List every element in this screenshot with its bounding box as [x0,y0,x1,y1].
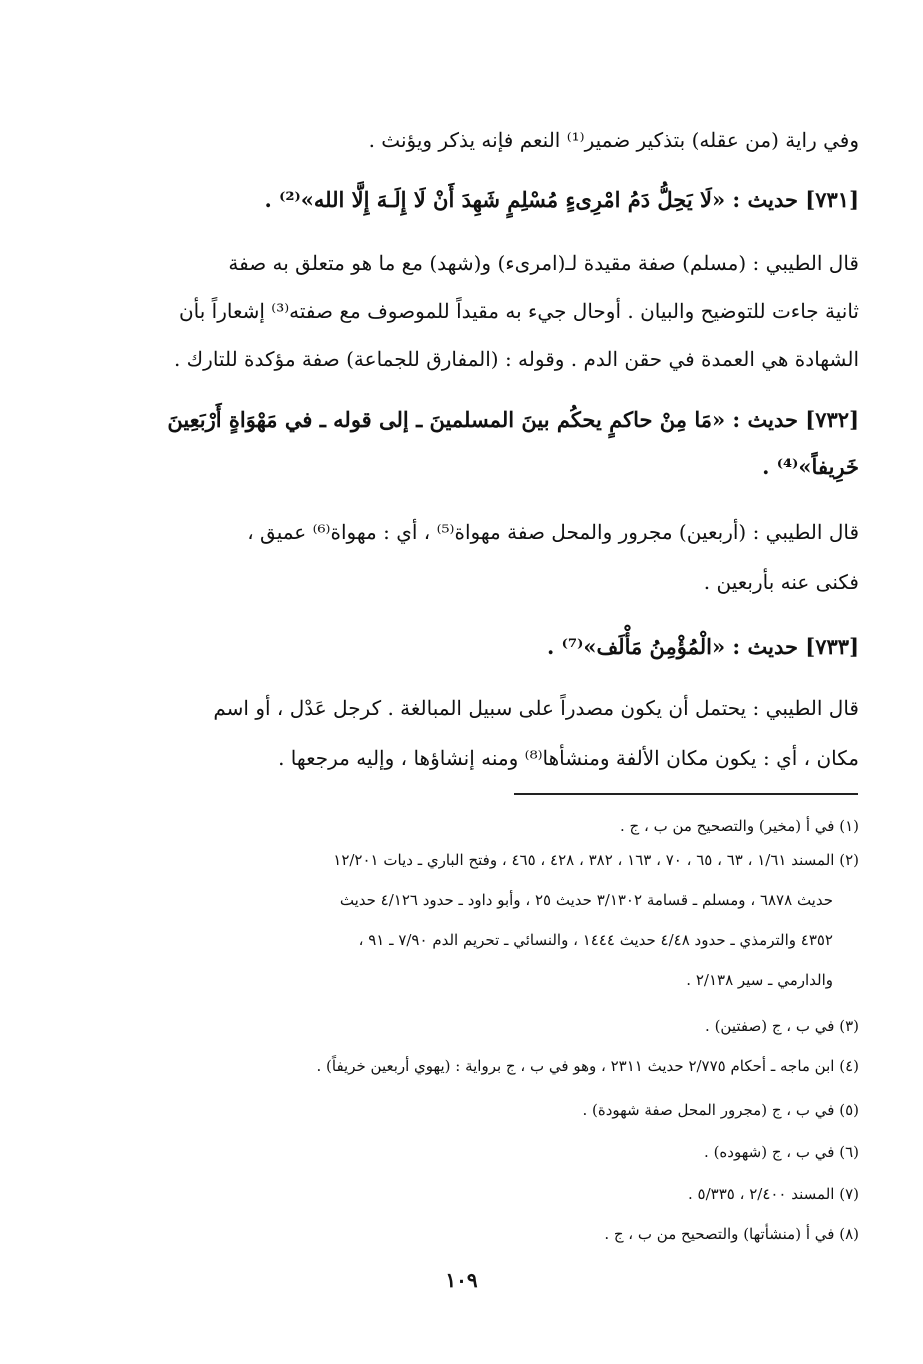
hadith-732-continued: خَرِيفاً»⁽⁴⁾ . [762,454,859,479]
hadith-733: [٧٣٣] حديث : «الْمُؤْمِنُ مَأْلَف»⁽⁷⁾ . [546,634,859,659]
footnote-2: (٢) المسند ١/٦١ ، ٦٣ ، ٦٥ ، ٧٠ ، ١٦٣ ، ٣٨٢ ، ٤٢٨ ، ٤٦٥ ، وفتح الباري ـ ديات ١٢/٢٠١ [333,851,859,869]
footnote-6: (٦) في ب ، ج (شهوده) . [704,1143,859,1161]
body-line-12: مكان ، أي : يكون مكان الألفة ومنشأها⁽⁸⁾ ومنه إنشاؤها ، وإليه مرجعها . [278,746,859,770]
hadith-731: [٧٣١] حديث : «لَا يَحِلُّ دَمُ امْرِىءٍ مُسْلِمٍ شَهِدَ أَنْ لَا إِلَـهَ إِلَّا الله»⁽²⁾ . [264,187,859,212]
body-line-8: قال الطيبي : (أربعين) مجرور والمحل صفة مهواة⁽⁵⁾ ، أي : مهواة⁽⁶⁾ عميق ، [247,520,859,544]
body-line-1: وفي راية (من عقله) بتذكير ضمير⁽¹⁾ النعم فإنه يذكر ويؤنث . [368,128,859,152]
body-line-3: قال الطيبي : (مسلم) صفة مقيدة لـ(امرىء) و(شهد) مع ما هو متعلق به صفة [228,251,859,275]
footnote-2-line-4: والدارمي ـ سير ٢/١٣٨ . [686,971,833,989]
footnote-3: (٣) في ب ، ج (صفتين) . [705,1017,859,1035]
footnote-7: (٧) المسند ٢/٤٠٠ ، ٥/٣٣٥ . [687,1185,859,1203]
footnote-2-line-3: ٤٣٥٢ والترمذي ـ حدود ٤/٤٨ حديث ١٤٤٤ ، والنسائي ـ تحريم الدم ٧/٩٠ ـ ٩١ ، [358,931,833,949]
footnote-4: (٤) ابن ماجه ـ أحكام ٢/٧٧٥ حديث ٢٣١١ ، وهو في ب ، ج برواية : (يهوي أربعين خريفاً) . [316,1057,859,1075]
body-line-4: ثانية جاءت للتوضيح والبيان . أوحال جيء به مقيداً للموصوف مع صفته⁽³⁾ إشعاراً بأن [178,299,859,323]
hadith-732: [٧٣٢] حديث : «مَا مِنْ حاكمٍ يحكُم بينَ المسلمينَ ـ إلى قوله ـ في مَهْوَاةٍ أَرْبَعِينَ [167,407,859,432]
footnote-separator [514,793,858,795]
footnote-2-line-2: حديث ٦٨٧٨ ، ومسلم ـ قسامة ٣/١٣٠٢ حديث ٢٥ ، وأبو داود ـ حدود ٤/١٢٦ حديث [339,891,833,909]
body-line-11: قال الطيبي : يحتمل أن يكون مصدراً على سبيل المبالغة . كرجل عَدْل ، أو اسم [213,696,859,720]
body-line-9: فكنى عنه بأربعين . [703,570,859,594]
footnote-8: (٨) في أ (منشأتها) والتصحيح من ب ، ج . [604,1225,859,1243]
footnote-1: (١) في أ (مخير) والتصحيح من ب ، ج . [619,817,859,835]
page-number: ١٠٩ [445,1268,478,1292]
body-line-5: الشهادة هي العمدة في حقن الدم . وقوله : (المفارق للجماعة) صفة مؤكدة للتارك . [173,347,859,371]
footnote-5: (٥) في ب ، ج (مجرور المحل صفة شهودة) . [582,1101,859,1119]
